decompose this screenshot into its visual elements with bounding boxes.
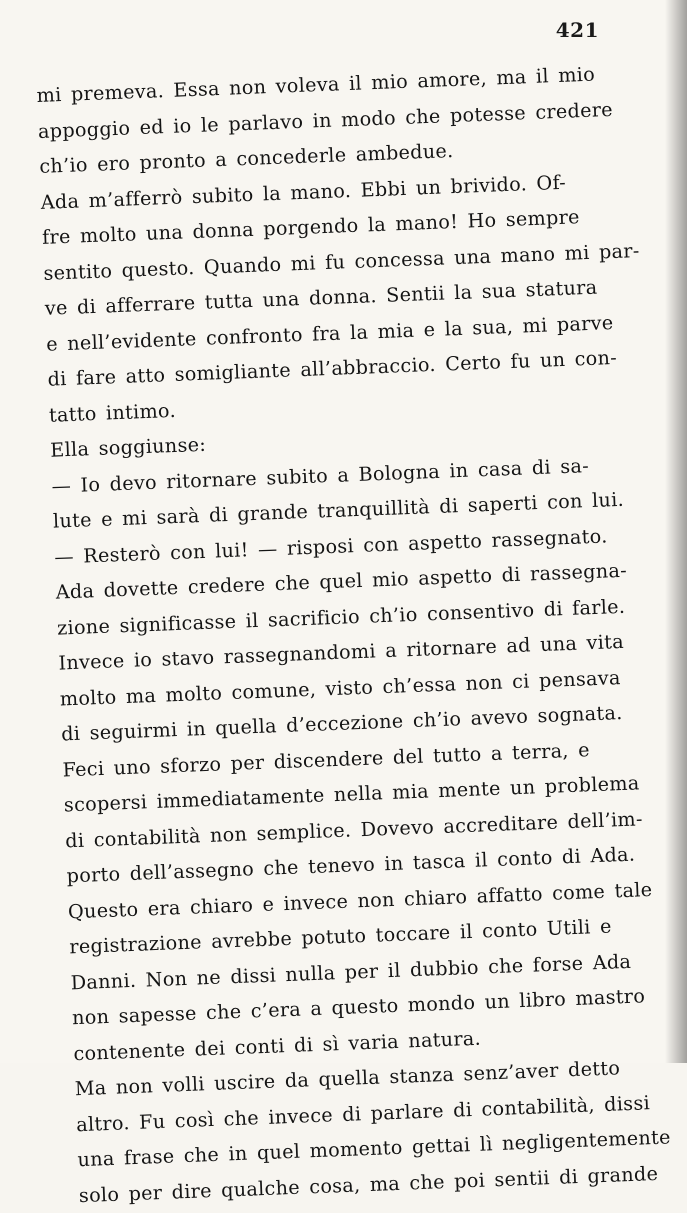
text-line: Feci uno sforzo per discendere del tutto a terra, e bbox=[62, 737, 591, 781]
text-line: sentito questo. Quando mi fu concessa una mano mi par- bbox=[43, 238, 640, 285]
page-edge-shadow bbox=[665, 0, 687, 1063]
text-line: una frase che in quel momento gettai lì negligentemente bbox=[77, 1125, 672, 1172]
text-line: di contabilità non semplice. Dovevo accreditare dell’im- bbox=[64, 806, 644, 852]
text-line: Ma non volli uscire da quella stanza senz’aver detto bbox=[74, 1056, 621, 1101]
text-line: Ada dovette credere che quel mio aspetto di rassegna- bbox=[55, 558, 628, 604]
text-line: — Resterò con lui! — risposi con aspetto rassegnato. bbox=[53, 523, 608, 569]
text-line: di seguirmi in quella d’eccezione ch’io avevo sognata. bbox=[60, 700, 623, 746]
body-text bbox=[36, 56, 672, 1213]
text-line: Ella soggiunse: bbox=[49, 432, 207, 462]
text-line: Questo era chiaro e invece non chiaro affatto come tale bbox=[67, 877, 653, 923]
text-line: — Io devo ritornare subito a Bologna in casa di sa- bbox=[51, 453, 590, 498]
text-line: ch’io ero pronto a concederle ambedue. bbox=[38, 139, 454, 178]
text-line: altro. Fu così che invece di parlare di contabilità, dissi bbox=[75, 1090, 651, 1136]
text-line: contenente dei conti di sì varia natura. bbox=[73, 1026, 482, 1065]
text-line: zione significasse il sacrificio ch’io consentivo di farle. bbox=[56, 594, 626, 640]
text-line: fre molto una donna porgendo la mano! Ho sempre bbox=[41, 205, 581, 249]
text-line: porto dell’assegno che tenevo in tasca il conto di Ada. bbox=[66, 842, 636, 888]
text-line: ve di afferrare tutta una donna. Sentii la sua statura bbox=[44, 275, 598, 320]
text-line: mi premeva. Essa non voleva il mio amore, ma il mio bbox=[36, 62, 596, 107]
text-line: solo per dire qualche cosa, ma che poi sentii di grande bbox=[78, 1161, 659, 1207]
text-line: appoggio ed io le parlavo in modo che potesse credere bbox=[37, 97, 614, 143]
text-line: e nell’evidente confronto fra la mia e la sua, mi parve bbox=[45, 310, 614, 356]
text-line: scopersi immediatamente nella mia mente un problema bbox=[63, 771, 640, 817]
text-line: di fare atto somigliante all’abbraccio. Certo fu un con- bbox=[47, 345, 618, 391]
text-line: registrazione avrebbe potuto toccare il conto Utili e bbox=[68, 914, 613, 959]
text-line: lute e mi sarà di grande tranquillità di saperti con lui. bbox=[52, 487, 625, 533]
text-line: non sapesse che c’era a questo mondo un libro mastro bbox=[71, 984, 646, 1030]
text-line: Ada m’afferrò subito la mano. Ebbi un brivido. Of- bbox=[40, 170, 567, 214]
text-line: Danni. Non ne dissi nulla per il dubbio che forse Ada bbox=[70, 949, 632, 994]
text-line: tatto intimo. bbox=[48, 398, 177, 427]
text-line: molto ma molto comune, visto ch’essa non ci pensava bbox=[59, 665, 622, 711]
text-line: Invece io stavo rassegnandomi a ritornare ad una vita bbox=[58, 629, 625, 675]
page-number: 421 bbox=[555, 18, 599, 42]
